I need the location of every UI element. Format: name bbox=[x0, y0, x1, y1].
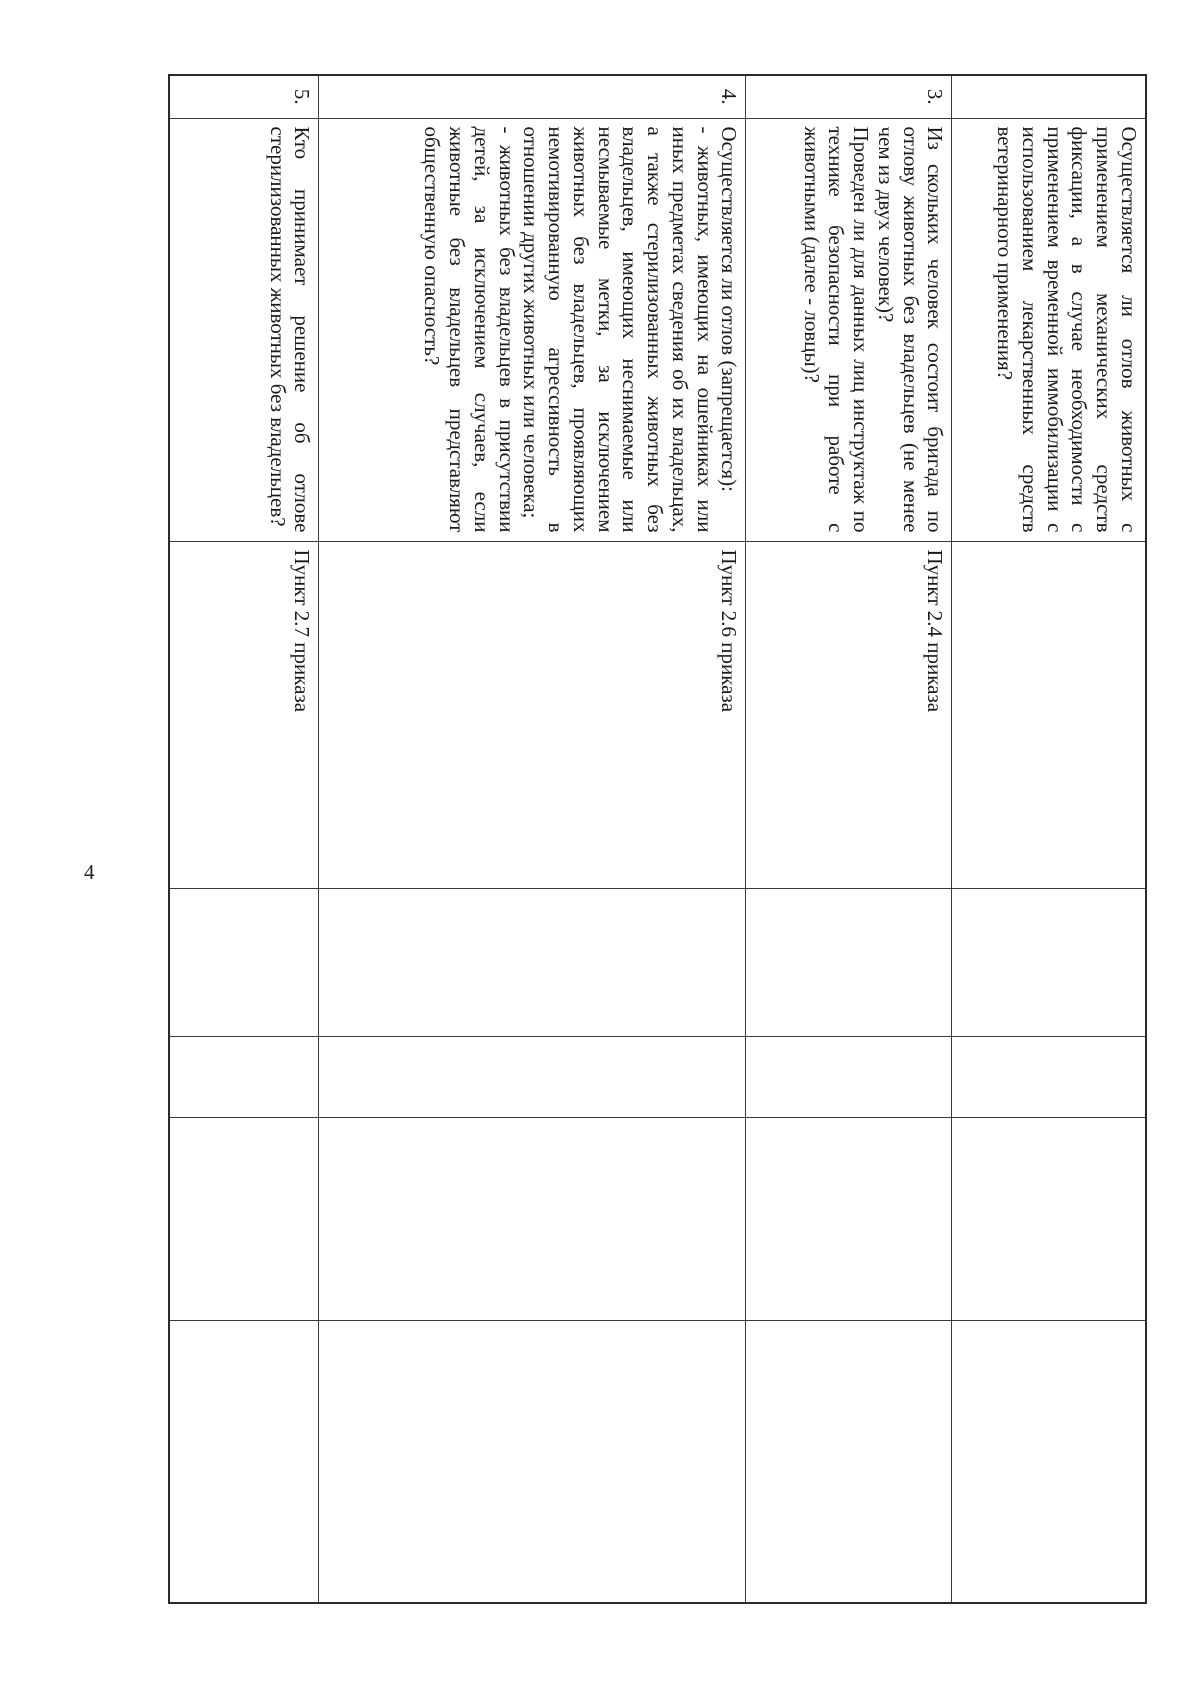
question-cell: Осуществляется ли отлов животных с применением механических средств фиксации, а в случае необходимости с применением временной иммобилизации с использованием лекарственных средств ветеринарного применения? bbox=[952, 118, 1146, 541]
empty-cell bbox=[319, 1117, 746, 1320]
empty-cell bbox=[319, 1320, 746, 1603]
empty-cell bbox=[952, 1036, 1146, 1117]
reference-cell: Пункт 2.4 приказа bbox=[746, 541, 952, 888]
question-text: Осуществляется ли отлов (запрещается): - животных, имеющих на ошейниках или иных предметах сведения об их владельцах, а также стерилизованных животных без владельцев, имеющих неснимаемые или несмываемые метки, за исключением животных без владельцев, проявляющих немотивированную агрессивность в отношении других животных или человека; - животных без владельцев в присутствии детей, за исключением случаев, если животные без владельцев представляют общественную опасность? bbox=[420, 126, 742, 533]
empty-cell bbox=[169, 1320, 319, 1603]
reference-cell: Пункт 2.7 приказа bbox=[169, 541, 319, 888]
empty-cell bbox=[746, 1320, 952, 1603]
row-number: 5. bbox=[169, 75, 319, 118]
empty-cell bbox=[169, 1036, 319, 1117]
rotated-table-page bbox=[170, 74, 1147, 1602]
question-cell bbox=[319, 118, 746, 541]
row-number bbox=[952, 75, 1146, 118]
page-number: 4 bbox=[84, 860, 95, 884]
empty-cell bbox=[169, 888, 319, 1036]
empty-cell bbox=[952, 1320, 1146, 1603]
empty-cell bbox=[746, 888, 952, 1036]
row-number: 4. bbox=[319, 75, 746, 118]
empty-cell bbox=[952, 1117, 1146, 1320]
table-row bbox=[952, 75, 1146, 1603]
table-row bbox=[746, 75, 952, 1603]
empty-cell bbox=[319, 1036, 746, 1117]
checklist-table bbox=[168, 74, 1147, 1604]
empty-cell bbox=[169, 1117, 319, 1320]
empty-cell bbox=[746, 1117, 952, 1320]
question-text: Из скольких человек состоит бригада по отлову животных без владельцев (не менее чем из двух человек)? Проведен ли для данных лиц инструктаж по технике безопасности при работе с животными (далее - ловцы)? bbox=[799, 126, 948, 533]
table-row bbox=[169, 75, 319, 1603]
table-row bbox=[319, 75, 746, 1603]
question-cell: Кто принимает решение об отлове стерилизованных животных без владельцев? bbox=[169, 118, 319, 541]
row-number: 3. bbox=[746, 75, 952, 118]
question-cell bbox=[746, 118, 952, 541]
reference-cell bbox=[952, 541, 1146, 888]
empty-cell bbox=[952, 888, 1146, 1036]
reference-cell: Пункт 2.6 приказа bbox=[319, 541, 746, 888]
empty-cell bbox=[319, 888, 746, 1036]
empty-cell bbox=[746, 1036, 952, 1117]
